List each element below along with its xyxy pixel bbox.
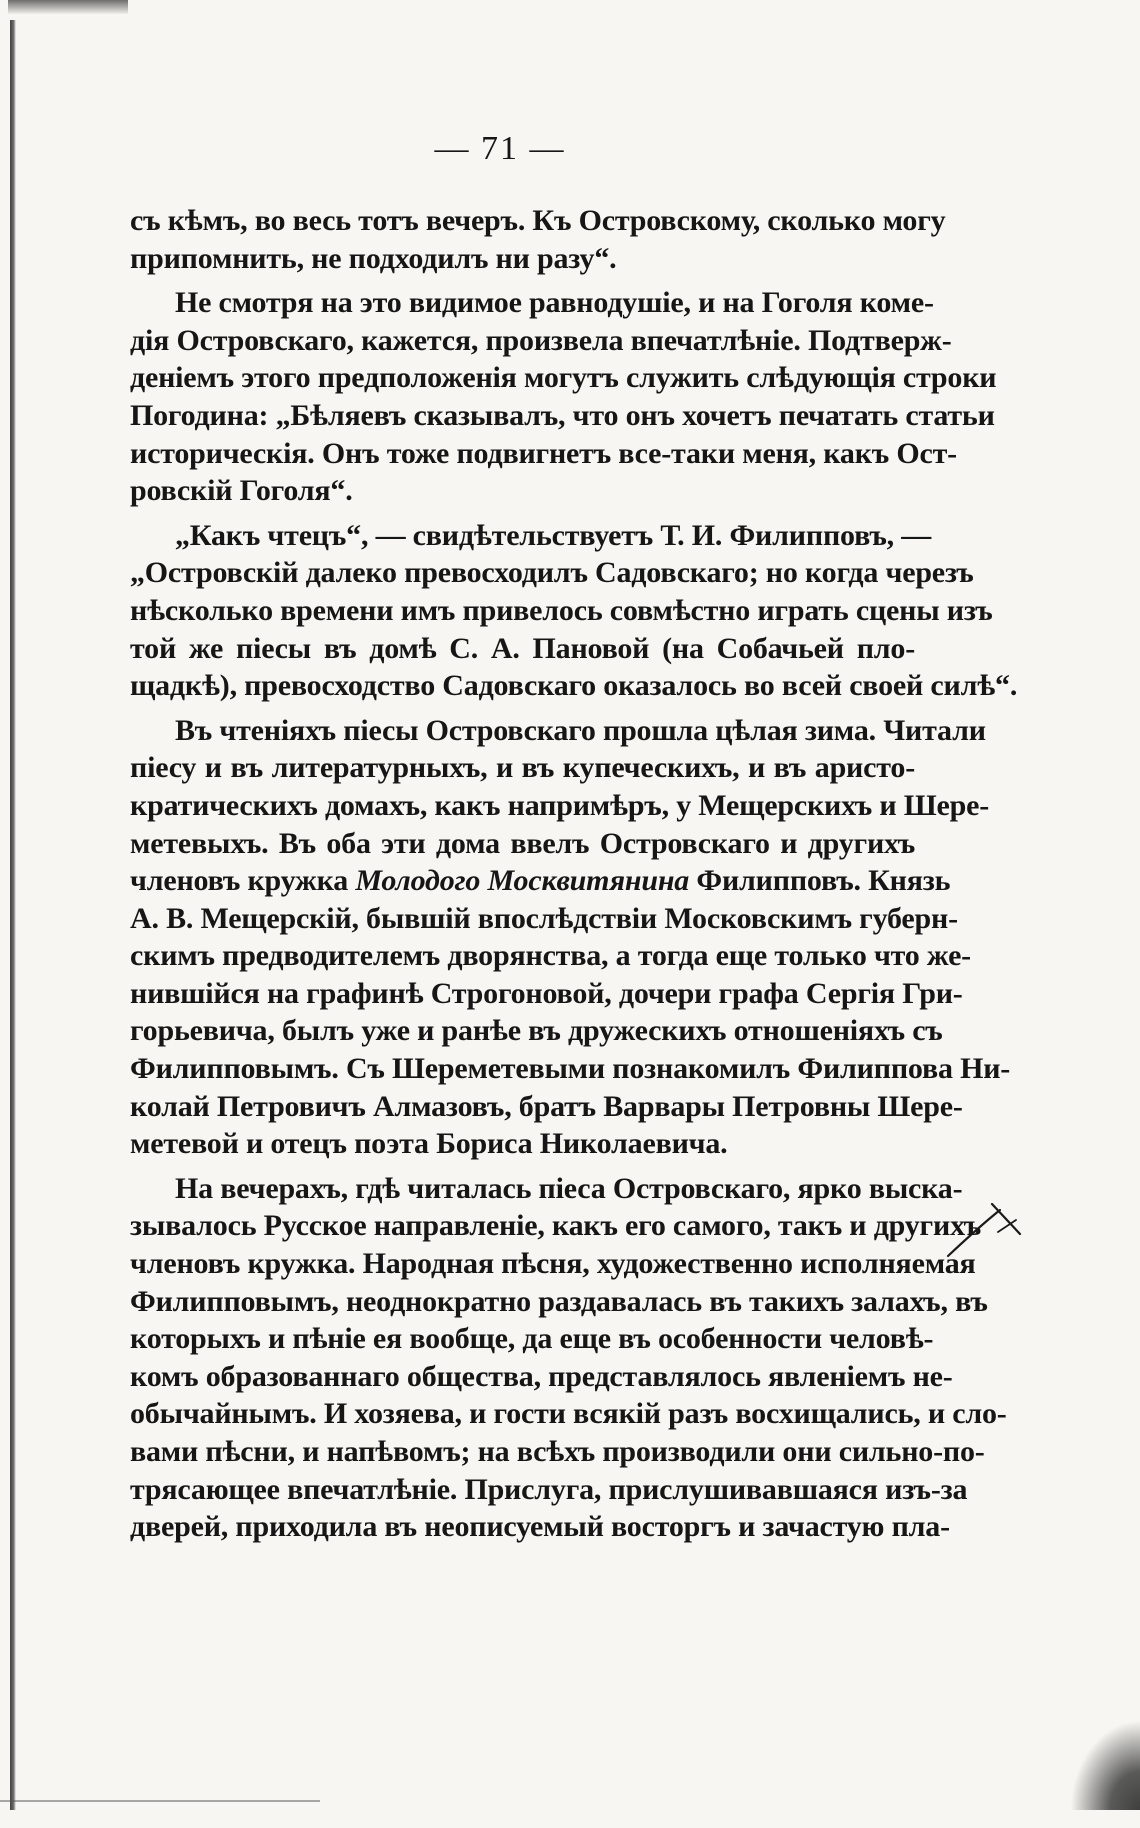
text-line: горьевича, былъ уже и ранѣе въ дружескихъ отношеніяхъ съ <box>130 1014 943 1048</box>
text-line: метевой и отецъ поэта Бориса Николаевича. <box>130 1127 728 1161</box>
text-line: „Островскій далеко превосходилъ Садовскаго; но когда черезъ <box>130 556 974 590</box>
text-line: членовъ кружка. Народная пѣсня, художественно исполняемая <box>130 1247 976 1281</box>
text-line: щадкѣ), превосходство Садовскаго оказалось во всей своей силѣ“. <box>130 669 1018 703</box>
text-line: ровскій Гоголя“. <box>130 474 353 508</box>
paragraph-3 <box>130 517 1018 705</box>
text-line: А. В. Мещерскій, бывшій впослѣдствіи Московскимъ губерн- <box>130 901 958 935</box>
text-line: дія Островскаго, кажется, произвела впечатлѣніе. Подтверж- <box>130 323 952 357</box>
text-segment: Филипповъ. Князь <box>689 864 951 898</box>
text-line: которыхъ и пѣніе ея вообще, да еще въ особенности человѣ- <box>130 1322 934 1356</box>
scan-corner-shadow <box>8 0 128 14</box>
text-line: историческія. Онъ тоже подвигнетъ все-таки меня, какъ Ост- <box>130 436 957 470</box>
text-line: колай Петровичъ Алмазовъ, братъ Варвары Петровны Шере- <box>130 1089 963 1123</box>
text-line: зывалось Русское направленіе, какъ его самого, такъ и другихъ <box>130 1209 982 1243</box>
text-line: Погодина: „Бѣляевъ сказывалъ, что онъ хочетъ печатать статьи <box>130 398 995 432</box>
text-line: комъ образованнаго общества, представлялось явленіемъ не- <box>130 1359 953 1393</box>
text-line: дверей, приходила въ неописуемый восторгъ и зачастую пла- <box>130 1510 950 1544</box>
paragraph-1 <box>130 202 946 277</box>
journal-title: Молодого Москвитянина <box>355 864 690 898</box>
scan-bottom-rule <box>0 1800 320 1802</box>
text-line: „Какъ чтецъ“, — свидѣтельствуетъ Т. И. Филипповъ, — <box>175 518 932 552</box>
paragraph-5 <box>130 1170 1007 1546</box>
text-line: трясающее впечатлѣніе. Прислуга, прислушивавшаяся изъ-за <box>130 1472 968 1506</box>
text-line: Филипповымъ. Съ Шереметевыми познакомилъ Филиппова Ни- <box>130 1052 1011 1086</box>
paragraph-2 <box>130 284 997 510</box>
text-line: кратическихъ домахъ, какъ напримѣръ, у Мещерскихъ и Шере- <box>130 788 990 822</box>
text-line: нившійся на графинѣ Строгоновой, дочери графа Сергія Гри- <box>130 976 963 1010</box>
page-binding-edge <box>10 20 16 1810</box>
text-line: нѣсколько времени имъ привелось совмѣстно играть сцены изъ <box>130 593 993 627</box>
scan-corner-smudge <box>1070 1720 1140 1810</box>
text-line: метевыхъ. Въ оба эти дома ввелъ Островскаго и другихъ <box>130 826 915 860</box>
text-line <box>130 862 951 900</box>
page-number: — 71 — <box>434 130 566 167</box>
text-segment: членовъ кружка <box>130 864 356 898</box>
text-line: Въ чтеніяхъ піесы Островскаго прошла цѣлая зима. Читали <box>175 713 986 747</box>
text-line: припомнить, не подходилъ ни разу“. <box>130 241 617 275</box>
text-line: съ кѣмъ, во весь тотъ вечеръ. Къ Островскому, сколько могу <box>130 204 946 237</box>
body-text <box>130 202 1018 1546</box>
text-line: скимъ предводителемъ дворянства, а тогда еще только что же- <box>130 939 971 973</box>
text-line: деніемъ этого предположенія могутъ служить слѣдующія строки <box>130 361 997 395</box>
handwritten-margin-mark <box>940 1200 1030 1260</box>
text-line: На вечерахъ, гдѣ читалась піеса Островскаго, ярко выска- <box>175 1171 963 1205</box>
text-line: обычайнымъ. И хозяева, и гости всякій разъ восхищались, и сло- <box>130 1397 1007 1431</box>
paragraph-4 <box>130 712 1011 1163</box>
text-line: піесу и въ литературныхъ, и въ купеческихъ, и въ аристо- <box>130 751 915 785</box>
text-line: вами пѣсни, и напѣвомъ; на всѣхъ производили они сильно-по- <box>130 1435 985 1468</box>
text-line: Не смотря на это видимое равнодушіе, и на Гоголя коме- <box>175 286 934 320</box>
text-line: той же піесы въ домѣ С. А. Пановой (на Собачьей пло- <box>130 631 915 665</box>
text-line: Филипповымъ, неоднократно раздавалась въ такихъ залахъ, въ <box>130 1284 988 1318</box>
